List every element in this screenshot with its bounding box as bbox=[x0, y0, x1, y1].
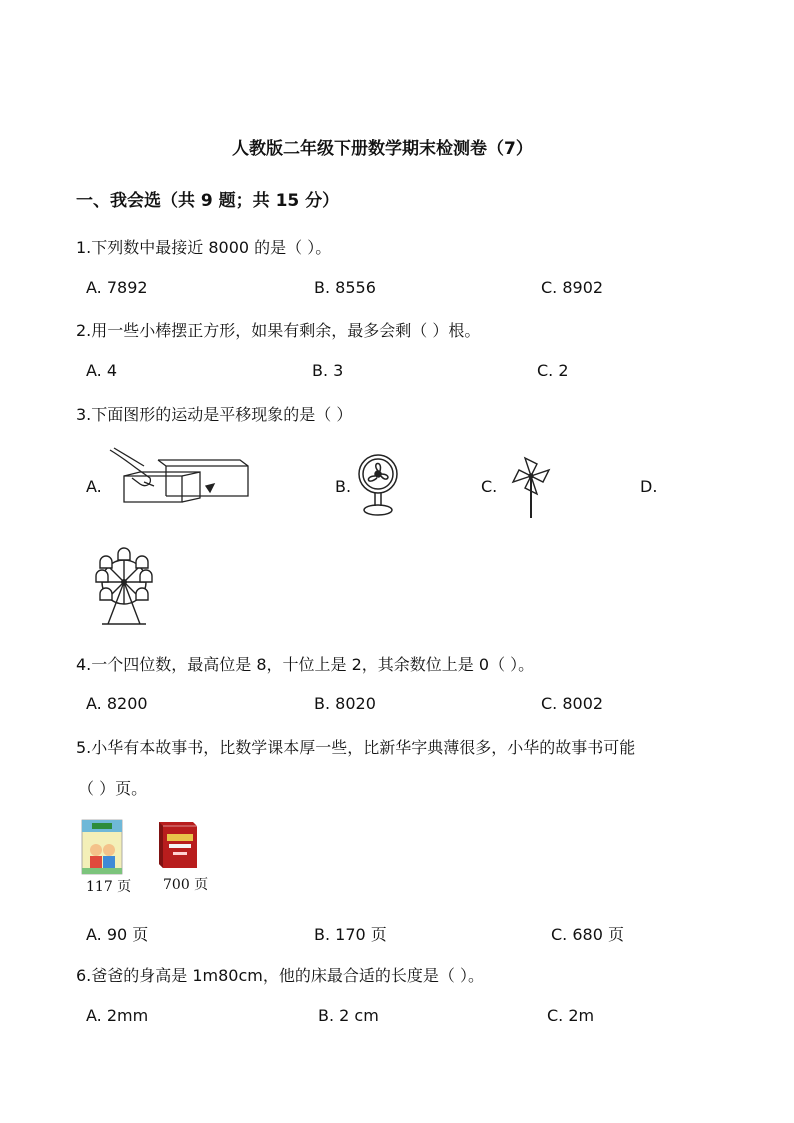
question-3: 3.下面图形的运动是平移现象的是（ ） bbox=[76, 405, 353, 424]
q4-option-b: B. 8020 bbox=[314, 694, 376, 713]
drawer-illustration bbox=[110, 448, 250, 506]
q1-option-c: C. 8902 bbox=[541, 278, 604, 297]
q6-option-c: C. 2m bbox=[547, 1006, 595, 1025]
question-2: 2.用一些小棒摆正方形，如果有剩余，最多会剩（ ）根。 bbox=[76, 321, 481, 340]
q3-option-b: B. bbox=[335, 477, 352, 496]
q5-option-c: C. 680 页 bbox=[551, 925, 624, 944]
question-1: 1.下列数中最接近 8000 的是（ ）。 bbox=[76, 238, 332, 257]
q6-option-b: B. 2 cm bbox=[318, 1006, 379, 1025]
q6-option-a: A. 2mm bbox=[86, 1006, 149, 1025]
question-4: 4.一个四位数，最高位是 8，十位上是 2，其余数位上是 0（ ）。 bbox=[76, 655, 535, 674]
textbook-caption: 117 页 bbox=[86, 879, 132, 895]
q3-option-c: C. bbox=[481, 477, 498, 496]
q3-option-d: D. bbox=[640, 477, 658, 496]
q2-option-c: C. 2 bbox=[537, 361, 569, 380]
page-title: 人教版二年级下册数学期末检测卷（7） bbox=[232, 139, 533, 159]
q1-option-b: B. 8556 bbox=[314, 278, 376, 297]
question-6: 6.爸爸的身高是 1m80cm，他的床最合适的长度是（ ）。 bbox=[76, 966, 484, 985]
section-heading: 一、我会选（共 9 题；共 15 分） bbox=[76, 191, 340, 211]
q5-option-b: B. 170 页 bbox=[314, 925, 387, 944]
math-textbook-illustration bbox=[82, 820, 126, 874]
question-5-line-1: 5.小华有本故事书，比数学课本厚一些，比新华字典薄很多，小华的故事书可能 bbox=[76, 738, 636, 757]
q2-option-b: B. 3 bbox=[312, 361, 344, 380]
ferris-wheel-illustration bbox=[90, 550, 158, 628]
q4-option-c: C. 8002 bbox=[541, 694, 604, 713]
q4-option-a: A. 8200 bbox=[86, 694, 148, 713]
q2-option-a: A. 4 bbox=[86, 361, 118, 380]
dictionary-illustration bbox=[155, 820, 199, 870]
q1-option-a: A. 7892 bbox=[86, 278, 148, 297]
pinwheel-illustration bbox=[505, 454, 557, 520]
q3-option-a: A. bbox=[86, 477, 102, 496]
electric-fan-illustration bbox=[353, 452, 403, 518]
question-5-line-2: （ ）页。 bbox=[78, 779, 148, 798]
q5-option-a: A. 90 页 bbox=[86, 925, 149, 944]
dictionary-caption: 700 页 bbox=[163, 877, 209, 893]
